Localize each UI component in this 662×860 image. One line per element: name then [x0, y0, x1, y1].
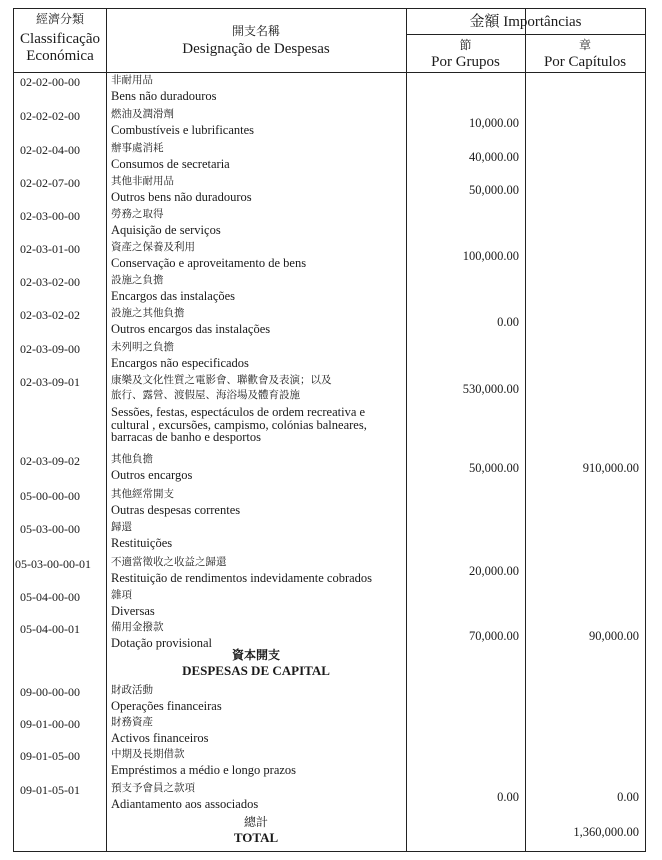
designation-zh: 辦事處消耗 [111, 142, 164, 154]
designation-zh: 中期及長期借款 [111, 748, 185, 760]
account-code: 02-03-09-02 [20, 454, 80, 468]
capital-heading: DESPESAS DE CAPITAL [182, 663, 330, 678]
classification-header-zh: 經濟分類 [35, 12, 84, 26]
groups-header-zh: 節 [459, 38, 472, 52]
account-code: 02-02-07-00 [20, 176, 80, 190]
designation-pt: Operações financeiras [111, 699, 222, 713]
designation-zh: 預支予會員之款項 [111, 782, 195, 794]
designation-header-zh: 開支名稱 [231, 24, 280, 38]
account-code: 02-03-09-01 [20, 375, 80, 389]
designation-pt: Outros bens não duradouros [111, 190, 252, 204]
designation-pt: barracas de banho e desportos [111, 430, 261, 445]
total-label: TOTAL [233, 830, 279, 845]
group-amount: 50,000.00 [469, 461, 519, 475]
account-code: 09-01-05-01 [20, 783, 80, 797]
designation-pt: cultural , excursões, campismo, colónias balneares, [111, 417, 367, 432]
chapters-header: Por Capítulos [543, 54, 627, 70]
account-code: 05-00-00-00 [20, 489, 80, 503]
account-code: 05-04-00-01 [20, 622, 80, 636]
group-amount: 70,000.00 [469, 629, 519, 643]
designation-zh: 財務資產 [111, 716, 153, 728]
designation-pt: Outras despesas correntes [111, 503, 241, 517]
designation-header: Designação de Despesas [182, 41, 330, 57]
designation-pt: Aquisição de serviços [111, 223, 221, 237]
account-code: 02-03-02-02 [20, 308, 80, 322]
designation-pt: Empréstimos a médio e longo prazos [111, 763, 297, 777]
designation-zh: 旅行、露營、渡假屋、海浴場及體育設施 [111, 389, 300, 401]
designation-pt: Encargos das instalações [111, 289, 236, 303]
designation-zh: 財政活動 [111, 684, 153, 696]
designation-zh: 非耐用品 [111, 74, 153, 86]
account-code: 02-02-04-00 [20, 143, 80, 157]
table-bottom-rule [14, 851, 645, 852]
designation-zh: 未列明之負擔 [111, 341, 174, 353]
account-code: 09-01-05-00 [20, 749, 80, 763]
group-amount: 0.00 [497, 790, 519, 804]
designation-pt: Encargos não especificados [111, 356, 249, 370]
designation-pt: Dotação provisional [111, 636, 213, 650]
designation-zh: 設施之其他負擔 [111, 307, 185, 319]
chapters-header-zh: 章 [578, 38, 591, 52]
account-code: 02-03-02-00 [20, 275, 80, 289]
designation-zh: 設施之負擔 [111, 274, 164, 286]
account-code: 09-00-00-00 [20, 685, 80, 699]
designation-pt: Combustíveis e lubrificantes [111, 123, 255, 137]
designation-zh: 其他非耐用品 [111, 175, 174, 187]
column-divider [106, 8, 107, 852]
group-amount: 20,000.00 [469, 564, 519, 578]
capital-heading-zh: 資本開支 [231, 648, 280, 662]
designation-pt: Outros encargos [111, 468, 193, 482]
designation-pt: Bens não duradouros [111, 89, 217, 103]
designation-zh: 雜項 [111, 589, 132, 601]
designation-zh: 康樂及文化性質之電影會、聯歡會及表演；以及 [111, 374, 332, 386]
designation-pt: Restituições [111, 536, 173, 550]
account-code: 02-02-00-00 [20, 75, 80, 89]
chapter-amount: 0.00 [617, 790, 639, 804]
group-amount: 100,000.00 [462, 249, 519, 263]
designation-zh: 其他經常開支 [111, 488, 174, 500]
group-amount: 530,000.00 [462, 382, 519, 396]
designation-zh: 勞務之取得 [111, 208, 164, 220]
account-code: 02-03-01-00 [20, 242, 80, 256]
groups-header: Por Grupos [431, 54, 500, 70]
designation-pt: Sessões, festas, espectáculos de ordem recreativa e [111, 405, 366, 419]
account-code: 09-01-00-00 [20, 717, 80, 731]
total-label-zh: 總計 [243, 815, 268, 829]
chapter-amount: 910,000.00 [582, 461, 639, 475]
designation-pt: Outros encargos das instalações [111, 322, 271, 336]
column-divider [406, 8, 407, 852]
chapter-amount: 90,000.00 [589, 629, 639, 643]
total-amount: 1,360,000.00 [573, 825, 639, 839]
designation-pt: Diversas [111, 604, 155, 618]
account-code: 02-03-09-00 [20, 342, 80, 356]
importancias-header: 金額 Importâncias [469, 14, 582, 30]
budget-table [13, 8, 646, 852]
designation-pt: Restituição de rendimentos indevidamente cobrados [111, 571, 373, 585]
classification-header: Classificação Económica [20, 31, 100, 64]
designation-pt: Conservação e aproveitamento de bens [111, 256, 307, 270]
designation-zh: 資產之保養及利用 [111, 241, 195, 253]
designation-zh: 燃油及潤滑劑 [111, 108, 174, 120]
group-amount: 10,000.00 [469, 116, 519, 130]
group-amount: 50,000.00 [469, 183, 519, 197]
designation-zh: 歸還 [111, 521, 132, 533]
account-code: 05-04-00-00 [20, 590, 80, 604]
designation-pt: Activos financeiros [111, 731, 209, 745]
header-divider [406, 34, 645, 35]
account-code: 02-03-00-00 [20, 209, 80, 223]
group-amount: 0.00 [497, 315, 519, 329]
designation-zh: 不適當徵收之收益之歸還 [111, 556, 227, 568]
column-divider [525, 8, 526, 852]
account-code: 02-02-02-00 [20, 109, 80, 123]
header-bottom-rule [14, 72, 645, 73]
account-code: 05-03-00-00-01 [15, 557, 91, 571]
designation-zh: 備用金撥款 [111, 621, 164, 633]
designation-pt: Adiantamento aos associados [111, 797, 259, 811]
group-amount: 40,000.00 [469, 150, 519, 164]
designation-pt: Consumos de secretaria [111, 157, 230, 171]
designation-zh: 其他負擔 [111, 453, 153, 465]
account-code: 05-03-00-00 [20, 522, 80, 536]
header-top-rule [14, 8, 645, 9]
